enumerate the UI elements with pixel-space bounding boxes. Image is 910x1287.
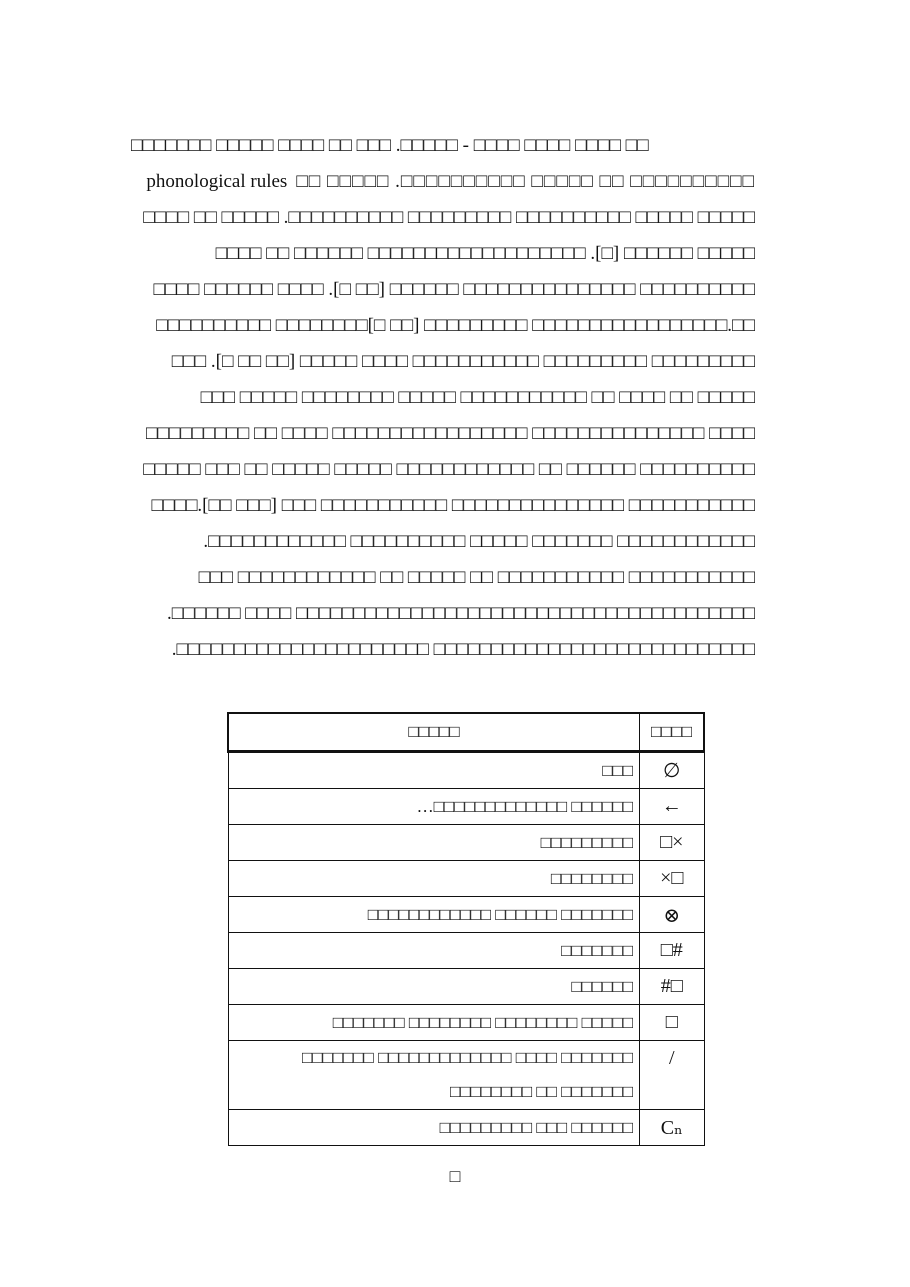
row-description: □□□ xyxy=(228,752,640,789)
paragraph-line: □□□□ □□ □□□□□□ □□□□□□□□□□□□□□□□□□□ .[□] □□□□□□ □□□□□ xyxy=(215,243,755,264)
table-row xyxy=(228,861,704,897)
row-description: □□□□□□□□□ □□□ □□□□□□ xyxy=(228,1110,640,1146)
paragraph-line: □□□□□□□□□ □□ □□□□ □□□□□□□□□□□□□□□□□ □□□□□□□□□□□□□□□ □□□□ xyxy=(145,423,755,444)
table-row xyxy=(228,1005,704,1041)
latin-term: phonological rules xyxy=(146,171,288,192)
row-description: □□□□□□ xyxy=(228,969,640,1005)
row-symbol: ← xyxy=(640,789,705,825)
paragraph-line: .□□□□□□□□□□□□ □□□□□□□□□□ □□□□□ □□□□□□□ □□□□□□□□□□□□ xyxy=(203,531,755,552)
table-row xyxy=(228,825,704,861)
table-row xyxy=(228,969,704,1005)
paragraph-line: □□□ .[□ □□ □□] □□□□□ □□□□ □□□□□□□□□□□ □□□□□□□□□ □□□□□□□□□ xyxy=(171,351,755,372)
paragraph-line: □□□□ □□ □□□□□ .□□□□□□□□□□ □□□□□□□□□ □□□□□□□□□□ □□□□□ □□□□□ xyxy=(143,207,755,228)
row-symbol: ×□ xyxy=(640,861,705,897)
page-number: □ xyxy=(449,1166,461,1186)
symbols-table xyxy=(227,712,705,1146)
paragraph-line: □□□□□□□□□□ □□□□□□□□[□ □□] □□□□□□□□□ □□□□□□□□□□□□□□□□□.□□ xyxy=(156,315,755,336)
row-description: □□□□□□□□ xyxy=(228,861,640,897)
row-description: □□□□□□□□□□□□ □□□□□□ □□□□□□□ xyxy=(228,897,640,933)
row-symbol: □# xyxy=(640,933,705,969)
row-symbol: / xyxy=(640,1041,705,1110)
paragraph-line: .□□□□□□ □□□□ □□□□□□□□□□□□□□□□□□□□□□□□□□□□□□□□□□□□□□□□ xyxy=(166,603,755,624)
row-description: □□□□□□□ □□□□□□□□□□□□□ □□□□ □□□□□□□ □□□□□□□□ □□ □□□□□□□ xyxy=(228,1041,640,1110)
paragraph-line: □□□□ □□□□□□ □□□□ .[□ □□] □□□□□□ □□□□□□□□□□□□□□□ □□□□□□□□□□ xyxy=(153,279,755,300)
body-paragraph xyxy=(131,128,755,668)
paragraph-line: phonological rules □□ □□□□□ .□□□□□□□□□□ □□□□□ □□ □□□□□□□□□□ xyxy=(146,171,755,192)
paragraph-line: □□□ □□□□□ □□□□□□□□ □□□□□ □□□□□□□□□□□ □□ □□□□ □□ □□□□□ xyxy=(200,387,755,408)
table-header-row xyxy=(228,713,704,752)
row-symbol: □ xyxy=(640,1005,705,1041)
row-symbol: □× xyxy=(640,825,705,861)
table-row xyxy=(228,752,704,789)
row-symbol: ⊗ xyxy=(640,897,705,933)
row-description: □□□□□□□ □□□□□□□□ □□□□□□□□ □□□□□ xyxy=(228,1005,640,1041)
paragraph-line: □□□□□□□ □□□□□ □□□□ □□ □□□ .□□□□□ - □□□□ □□□□ □□□□ □□ xyxy=(131,135,649,156)
paragraph-line: □□□□□ □□□ □□ □□□□□ □□□□□ □□□□□□□□□□□□ □□ □□□□□□ □□□□□□□□□□ xyxy=(143,459,755,480)
table-row xyxy=(228,897,704,933)
row-description: …□□□□□□□□□□□□□ □□□□□□ xyxy=(228,789,640,825)
header-symbol: □□□□ xyxy=(640,713,705,752)
paragraph-line: □□□ □□□□□□□□□□□□ □□ □□□□□ □□ □□□□□□□□□□□ □□□□□□□□□□□ xyxy=(198,567,755,588)
table-row xyxy=(228,1041,704,1110)
row-symbol: ∅ xyxy=(640,752,705,789)
header-description: □□□□□ xyxy=(228,713,640,752)
table-row xyxy=(228,933,704,969)
row-symbol: Cₙ xyxy=(640,1110,705,1146)
table-row xyxy=(228,789,704,825)
row-symbol: #□ xyxy=(640,969,705,1005)
row-description: □□□□□□□ xyxy=(228,933,640,969)
row-description: □□□□□□□□□ xyxy=(228,825,640,861)
table-row xyxy=(228,1110,704,1146)
paragraph-line: □□□□.[□□ □□□] □□□ □□□□□□□□□□□ □□□□□□□□□□□□□□□ □□□□□□□□□□□ xyxy=(151,495,755,516)
paragraph-line: .□□□□□□□□□□□□□□□□□□□□□□ □□□□□□□□□□□□□□□□□□□□□□□□□□□□ xyxy=(171,639,755,660)
